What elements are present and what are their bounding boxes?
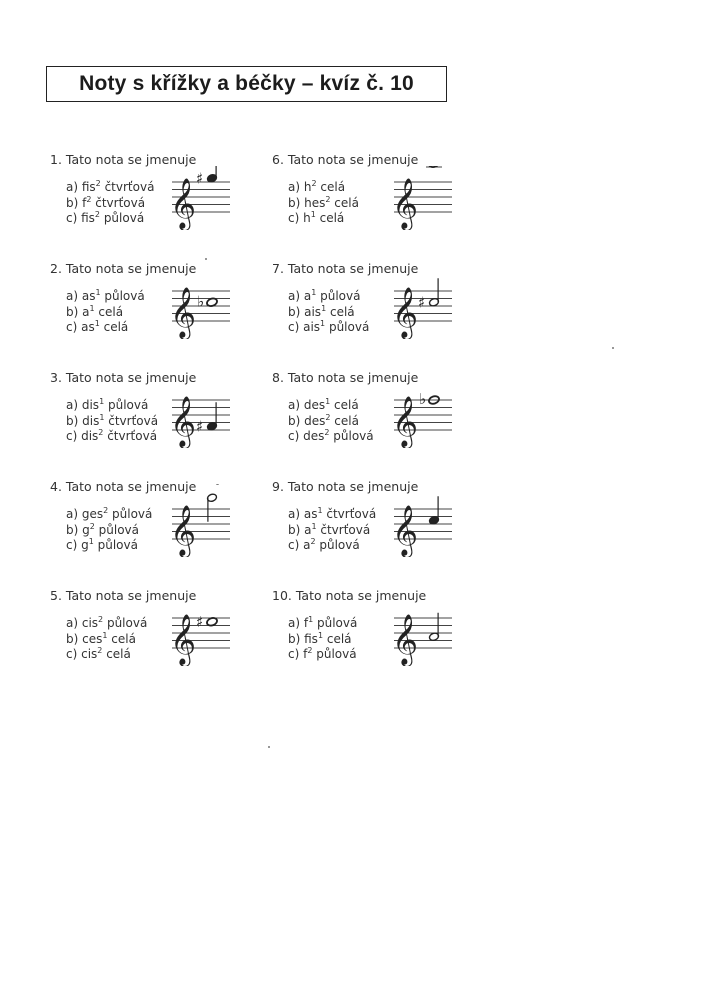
question-10 — [272, 588, 502, 688]
answer-option[interactable]: c) $g^1$ půlová — [66, 537, 138, 552]
treble-clef-icon: 𝄞 — [170, 287, 197, 338]
scan-speck — [612, 347, 614, 349]
music-staff — [168, 493, 232, 557]
treble-clef-icon: 𝄞 — [392, 614, 419, 665]
question-prompt: 10. Tato nota se jmenuje — [272, 588, 427, 603]
flat-icon: ♭ — [419, 390, 427, 408]
answer-options — [288, 180, 359, 227]
question-3 — [50, 370, 280, 470]
music-staff — [390, 493, 454, 557]
answer-option[interactable]: b) fis$^1$ celá — [288, 630, 352, 646]
question-prompt: 9. Tato nota se jmenuje — [272, 479, 419, 494]
question-7 — [272, 261, 502, 361]
treble-clef-icon: 𝄞 — [392, 287, 419, 338]
answer-option[interactable]: b) $g^2$ půlová — [66, 521, 139, 537]
answer-option[interactable]: a) ges$^2$ půlová — [66, 506, 153, 521]
quiz-title: Noty s křížky a béčky – kvíz č. 10 — [79, 72, 414, 95]
answer-option[interactable]: a) fis$^2$ čtvrťová — [66, 179, 155, 194]
question-prompt: 1. Tato nota se jmenuje — [50, 152, 197, 167]
question-prompt: 6. Tato nota se jmenuje — [272, 152, 419, 167]
answer-option[interactable]: a) $h^2$ celá — [288, 179, 346, 194]
treble-clef-icon: 𝄞 — [392, 505, 419, 556]
answer-option[interactable]: b) $a^1$ čtvrťová — [288, 521, 371, 537]
answer-option[interactable]: c) des$^2$ půlová — [288, 428, 374, 443]
question-9 — [272, 479, 502, 579]
answer-option[interactable]: a) cis$^2$ půlová — [66, 615, 148, 630]
answer-option[interactable]: b) dis$^1$ čtvrťová — [66, 412, 159, 428]
music-staff — [168, 166, 232, 230]
question-6 — [272, 152, 502, 252]
scan-speck — [268, 746, 270, 748]
answer-option[interactable]: c) $as^1$ celá — [66, 319, 129, 334]
answer-options — [288, 616, 357, 663]
question-4 — [50, 479, 280, 579]
sharp-icon: ♯ — [418, 293, 426, 312]
question-1 — [50, 152, 280, 252]
question-prompt: 5. Tato nota se jmenuje — [50, 588, 197, 603]
question-prompt: 4. Tato nota se jmenuje — [50, 479, 197, 494]
answer-option[interactable]: a) $as^1$ půlová — [66, 288, 145, 303]
answer-options — [288, 289, 369, 336]
music-staff — [168, 602, 232, 666]
question-5 — [50, 588, 280, 688]
answer-options — [66, 289, 145, 336]
answer-option[interactable]: a) dis$^1$ půlová — [66, 397, 149, 412]
treble-clef-icon: 𝄞 — [170, 505, 197, 556]
question-prompt: 7. Tato nota se jmenuje — [272, 261, 419, 276]
answer-option[interactable]: b) ais$^1$ celá — [288, 303, 355, 319]
music-staff — [168, 384, 232, 448]
treble-clef-icon: 𝄞 — [392, 396, 419, 447]
sharp-icon: ♯ — [196, 417, 204, 436]
title-box — [46, 66, 447, 102]
sharp-icon: ♯ — [196, 169, 204, 188]
question-prompt: 2. Tato nota se jmenuje — [50, 261, 197, 276]
question-prompt: 3. Tato nota se jmenuje — [50, 370, 197, 385]
answer-option[interactable]: c) cis$^2$ celá — [66, 646, 131, 661]
answer-option[interactable]: c) $a^2$ půlová — [288, 537, 360, 552]
answer-options — [66, 616, 147, 663]
answer-option[interactable]: c) fis$^2$ půlová — [66, 210, 145, 225]
answer-option[interactable]: a) $a^1$ půlová — [288, 288, 361, 303]
scan-speck — [216, 484, 219, 485]
treble-clef-icon: 𝄞 — [170, 178, 197, 229]
answer-option[interactable]: c) $h^1$ celá — [288, 210, 345, 225]
music-staff — [390, 602, 454, 666]
answer-option[interactable]: c) $f^2$ půlová — [288, 646, 357, 661]
music-staff — [390, 384, 454, 448]
answer-options — [66, 180, 154, 227]
music-staff — [168, 275, 232, 339]
question-prompt: 8. Tato nota se jmenuje — [272, 370, 419, 385]
answer-option[interactable]: b) hes$^2$ celá — [288, 194, 359, 210]
answer-option[interactable]: a) $f^1$ půlová — [288, 615, 358, 630]
answer-option[interactable]: b) $f^2$ čtvrťová — [66, 194, 146, 210]
answer-option[interactable]: c) dis$^2$ čtvrťová — [66, 428, 158, 443]
treble-clef-icon: 𝄞 — [170, 396, 197, 447]
scan-speck — [205, 258, 207, 260]
treble-clef-icon: 𝄞 — [392, 178, 419, 229]
answer-options — [288, 507, 376, 554]
music-staff — [390, 166, 454, 230]
answer-option[interactable]: a) $as^1$ čtvrťová — [288, 506, 377, 521]
answer-options — [66, 398, 158, 445]
question-2 — [50, 261, 280, 361]
answer-option[interactable]: b) des$^2$ celá — [288, 412, 359, 428]
answer-option[interactable]: c) ais$^1$ půlová — [288, 319, 370, 334]
answer-options — [66, 507, 152, 554]
answer-option[interactable]: b) $a^1$ celá — [66, 303, 124, 319]
answer-options — [288, 398, 374, 445]
question-8 — [272, 370, 502, 470]
answer-option[interactable]: a) des$^1$ celá — [288, 397, 359, 412]
music-staff — [390, 275, 454, 339]
answer-option[interactable]: b) ces$^1$ celá — [66, 630, 136, 646]
treble-clef-icon: 𝄞 — [170, 614, 197, 665]
sharp-icon: ♯ — [196, 612, 204, 631]
flat-icon: ♭ — [197, 292, 205, 311]
